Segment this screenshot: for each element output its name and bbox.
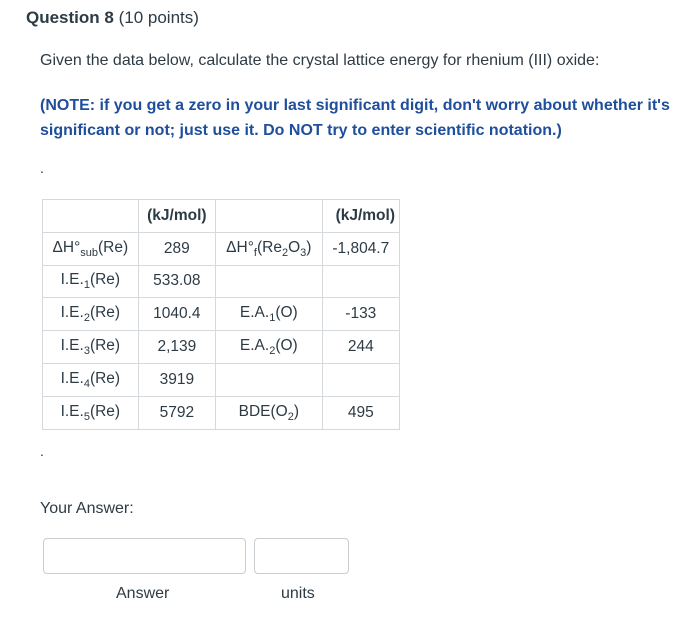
table-cell: [322, 265, 399, 298]
table-value: 244: [322, 331, 399, 364]
table-label: $I.E._2(Re)$: [43, 298, 139, 331]
table-label: $I.E._4(Re)$: [43, 363, 139, 396]
table-value: 2,139: [138, 331, 215, 364]
table-label: $BDE(O_2)$: [216, 396, 323, 429]
table-value: 1040.4: [138, 298, 215, 331]
table-label: $E.A._1(O)$: [216, 298, 323, 331]
units-input[interactable]: [254, 538, 349, 574]
table-label: $E.A._2(O)$: [216, 331, 323, 364]
table-row: [43, 363, 400, 396]
table-label: $I.E._1(Re)$: [43, 265, 139, 298]
table-label: $I.E._5(Re)$: [43, 396, 139, 429]
table-row: [43, 265, 400, 298]
table-value: 495: [322, 396, 399, 429]
data-table: [42, 199, 400, 430]
table-row: [43, 396, 400, 429]
question-title: [26, 8, 199, 28]
table-cell: [216, 363, 323, 396]
table-header-units: (kJ/mol): [322, 200, 399, 233]
table-cell: [216, 265, 323, 298]
table-value: 3919: [138, 363, 215, 396]
question-prompt: Given the data below, calculate the crystal lattice energy for rhenium (III) oxide:: [40, 52, 600, 69]
table-cell: [216, 200, 323, 233]
table-value: -133: [322, 298, 399, 331]
table-value: 533.08: [138, 265, 215, 298]
units-caption: units: [281, 585, 315, 602]
table-header-units: (kJ/mol): [138, 200, 215, 233]
table-header-row: [43, 200, 400, 233]
table-row: [43, 331, 400, 364]
answer-caption: Answer: [116, 585, 170, 602]
table-cell: [322, 363, 399, 396]
answer-input[interactable]: [43, 538, 246, 574]
table-label: $\Delta H^\circ_{sub}(Re)$: [43, 232, 139, 265]
separator-dot: .: [40, 443, 44, 459]
table-value: 5792: [138, 396, 215, 429]
table-cell: [43, 200, 139, 233]
table-row: [43, 232, 400, 265]
table-label: $I.E._3(Re)$: [43, 331, 139, 364]
table-value: 289: [138, 232, 215, 265]
your-answer-label: Your Answer:: [40, 500, 134, 517]
table-label: $\Delta H^\circ_f(Re_2O_3)$: [216, 232, 323, 265]
table-row: [43, 298, 400, 331]
question-note: (NOTE: if you get a zero in your last significant digit, don't worry about whether it's significant or not; just use it. Do NOT try to enter scientific notation.): [40, 97, 670, 139]
question-points: (10 points): [118, 8, 199, 27]
question-number: Question 8: [26, 8, 114, 27]
table-value: -1,804.7: [322, 232, 399, 265]
separator-dot: .: [40, 160, 44, 176]
